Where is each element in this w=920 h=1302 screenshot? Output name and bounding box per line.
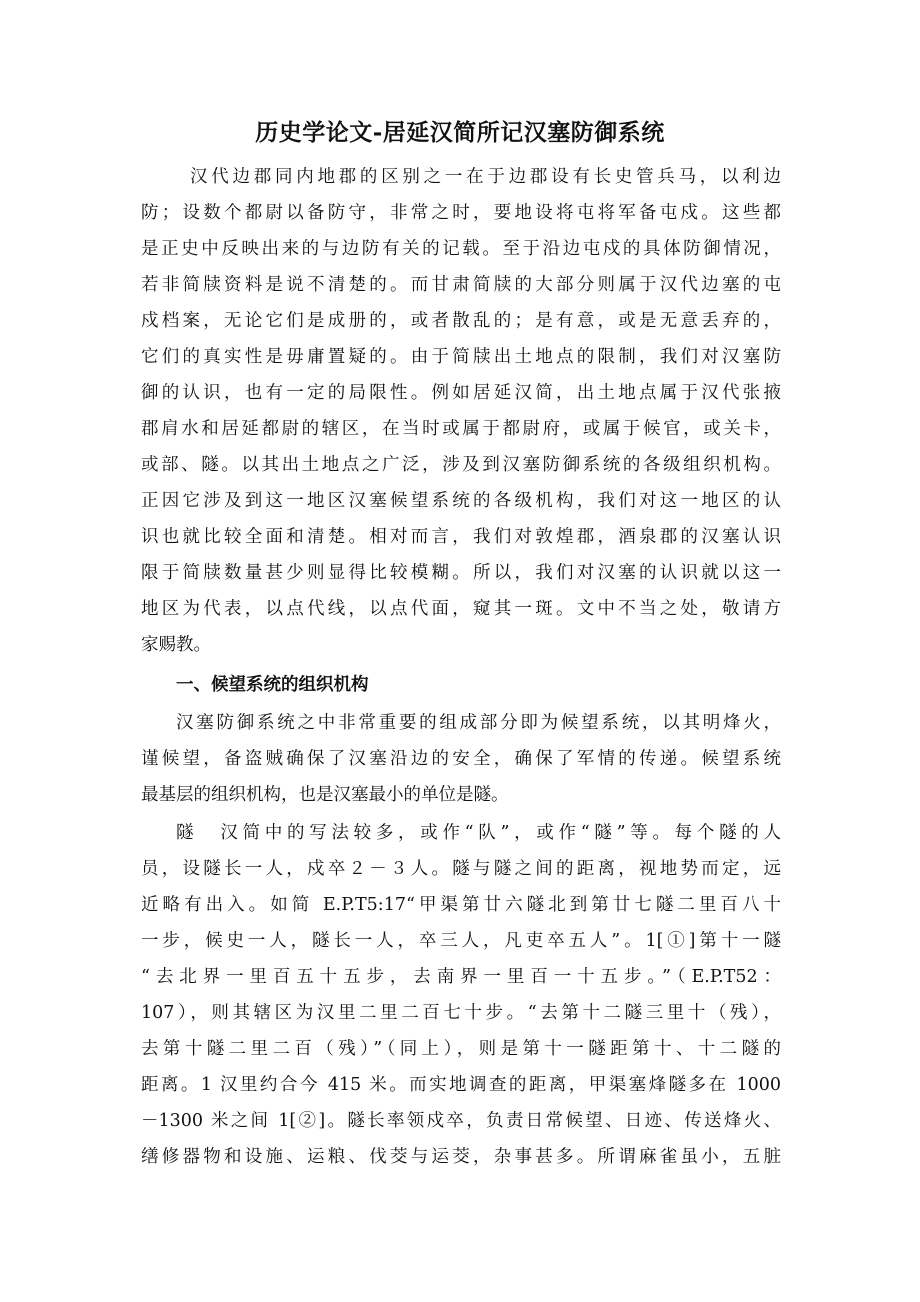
paragraph-line: 御的认识，也有一定的局限性。例如居延汉简，出土地点属于汉代张掖 <box>141 383 781 403</box>
paragraph-line: 谨候望，备盗贼确保了汉塞沿边的安全，确保了军情的传递。候望系统 <box>141 749 781 769</box>
paragraph-line: 是正史中反映出来的与边防有关的记载。至于沿边屯戍的具体防御情况， <box>141 239 781 259</box>
paragraph-line: 识也就比较全面和清楚。相对而言，我们对敦煌郡，酒泉郡的汉塞认识 <box>141 527 781 547</box>
paragraph-line: 或部、隧。以其出土地点之广泛，涉及到汉塞防御系统的各级组织机构。 <box>141 455 781 475</box>
paragraph-line: 郡肩水和居延都尉的辖区，在当时或属于都尉府，或属于候官，或关卡， <box>141 419 781 439</box>
paragraph-line: 近略有出入。如简 E.P.T5:17“甲渠第廿六隧北到第廿七隧二里百八十 <box>141 895 781 915</box>
paragraph-line: 防；设数个都尉以备防守，非常之时，要地设将屯将军备屯戍。这些都 <box>141 203 781 223</box>
paragraph-line: －1300 米之间 1[②]。隧长率领戍卒，负责日常候望、日迹、传送烽火、 <box>141 1111 781 1131</box>
paragraph-line: 汉塞防御系统之中非常重要的组成部分即为候望系统，以其明烽火， <box>176 713 781 733</box>
paragraph-line: 一步，候史一人，隧长一人，卒三人，凡吏卒五人”。1[①]第十一隧 <box>141 931 781 951</box>
paragraph-line: 戍档案，无论它们是成册的，或者散乱的；是有意，或是无意丢弃的， <box>141 311 781 331</box>
section-heading: 一、候望系统的组织机构 <box>176 675 369 695</box>
paragraph-line: 隧 汉简中的写法较多，或作“队”，或作“隧”等。每个隧的人 <box>176 823 781 843</box>
paragraph-line: 最基层的组织机构，也是汉塞最小的单位是隧。 <box>141 785 509 805</box>
paragraph-line: 缮修器物和设施、运粮、伐茭与运茭，杂事甚多。所谓麻雀虽小，五脏 <box>141 1147 781 1167</box>
paragraph-line: 员，设隧长一人，戍卒２－３人。隧与隧之间的距离，视地势而定，远 <box>141 859 781 879</box>
paragraph-line: 107），则其辖区为汉里二里二百七十步。“去第十二隧三里十（残）， <box>141 1003 781 1023</box>
paragraph-line: 地区为代表，以点代线，以点代面，窥其一斑。文中不当之处，敬请方 <box>141 599 781 619</box>
paragraph-line: 去第十隧二里二百（残）”（同上），则是第十一隧距第十、十二隧的 <box>141 1039 781 1059</box>
paragraph-line: 汉代边郡同内地郡的区别之一在于边郡设有长史管兵马，以利边 <box>190 167 781 187</box>
paragraph-line: 限于简牍数量甚少则显得比较模糊。所以，我们对汉塞的认识就以这一 <box>141 563 781 583</box>
paragraph-line: 距离。1 汉里约合今 415 米。而实地调查的距离，甲渠塞烽隧多在 1000 <box>141 1075 781 1095</box>
paragraph-line: 家赐教。 <box>141 635 211 655</box>
paragraph-line: 若非简牍资料是说不清楚的。而甘肃简牍的大部分则属于汉代边塞的屯 <box>141 275 781 295</box>
paragraph-line: 正因它涉及到这一地区汉塞候望系统的各级机构，我们对这一地区的认 <box>141 491 781 511</box>
paragraph-line: 它们的真实性是毋庸置疑的。由于简牍出土地点的限制，我们对汉塞防 <box>141 347 781 367</box>
document-title: 历史学论文-居延汉简所记汉塞防御系统 <box>255 119 665 146</box>
paragraph-line: “去北界一里百五十五步，去南界一里百一十五步。”（E.P.T52： <box>141 967 781 987</box>
